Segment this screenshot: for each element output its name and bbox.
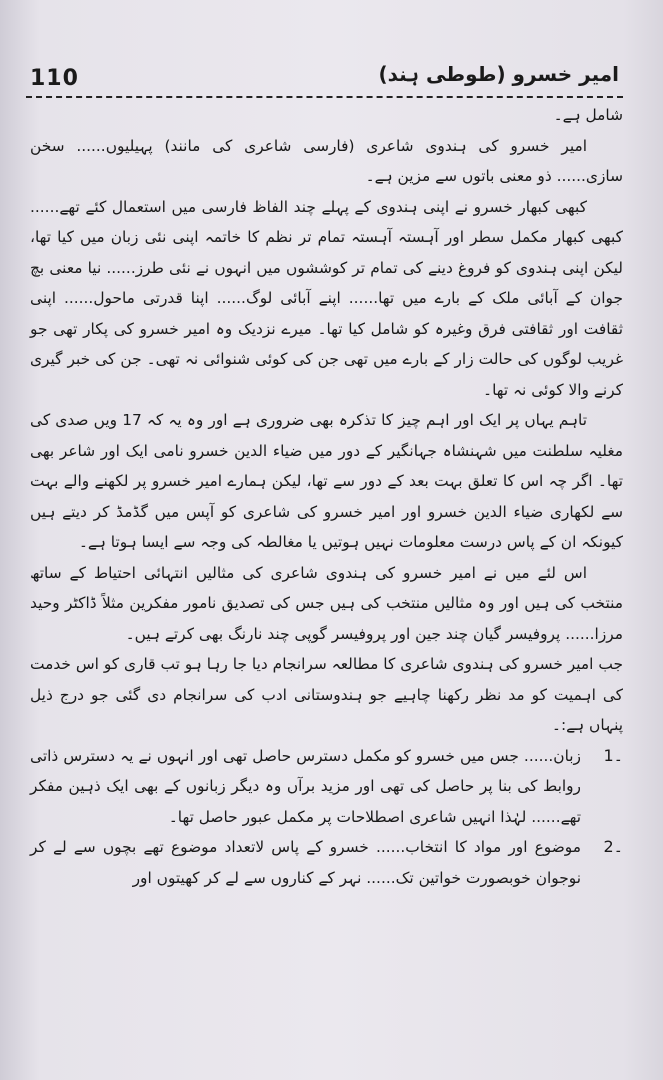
list-text: زبان...... جس میں خسرو کو مکمل دسترس حاصل تھی اور انہوں نے یہ دسترس ذاتی روابط کی بنا پر حاصل کی تھی اور مزید برآں وہ دیگر زبانوں کے بھی ایک ذہین مفکر تھے...... لہٰذا انہیں شاعری اصطلاحات پر مکمل عبور حاصل تھا۔ <box>30 746 581 826</box>
paragraph: تاہم یہاں پر ایک اور اہم چیز کا تذکرہ بھی ضروری ہے اور وہ یہ کہ 17 ویں صدی کی مغلیہ سلطنت میں شہنشاہ جہانگیر کے دور میں ضیاء الدین خسرو نامی ایک اور شاعر بھی تھا۔ اگر چہ اس کا تعلق بہت بعد کے دور سے تھا، لیکن ہمارے امیر خسرو پر لکھنے والے بہت سے لکھاری ضیاء الدین خسرو اور امیر خسرو کی شاعری کو آپس میں گڈمڈ کر دیتے ہیں کیونکہ ان کے پاس درست معلومات نہیں ہوتیں یا مغالطہ کی وجہ سے ایسا ہوتا ہے۔ <box>30 411 623 551</box>
list-number: 1۔ <box>603 745 623 765</box>
list-number: 2۔ <box>603 837 623 856</box>
list-item <box>30 741 623 833</box>
page-header <box>30 58 627 98</box>
page-body <box>30 100 623 1060</box>
page-number: 110 <box>30 66 79 91</box>
paragraph: امیر خسرو کی ہندوی شاعری (فارسی شاعری کی مانند) پہیلیوں...... سخن سازی...... ذو معنی باتوں سے مزین ہے۔ <box>30 136 623 185</box>
paragraph: شامل ہے۔ <box>553 106 623 124</box>
running-title: امیر خسرو (طوطی ہند) <box>378 62 619 86</box>
header-divider <box>26 96 623 98</box>
list-item <box>30 832 623 893</box>
paragraph: کبھی کبھار خسرو نے اپنی ہندوی کے پہلے چند الفاظ فارسی میں استعمال کئے تھے...... کبھی کبھار مکمل سطر اور آہستہ آہستہ تمام تر نظم کا خاتمہ اپنی نئی زبان میں کیا تھا، لیکن اپنی ہندوی کو فروغ دینے کی تمام تر کوششوں میں انہوں نے نئی طرز...... نیا معنی بچ جوان کے آبائی ملک کے بارے میں تھا...... اپنے آبائی لوگ...... اپنا قدرتی ماحول...... اپنی ثقافت اور ثقافتی فرق وغیرہ کو شامل کیا تھا۔ میرے نزدیک وہ امیر خسرو کی پکار تھی جو غریب لوگوں کی حالت زار کے بارے میں تھی جن کی کوئی شنوائی نہ تھی۔ جن کی خبر گیری کرنے والا کوئی نہ تھا۔ <box>30 197 623 399</box>
paragraph: جب امیر خسرو کی ہندوی شاعری کا مطالعہ سرانجام دیا جا رہا ہو تب قاری کو اس خدمت کی اہمیت کو مد نظر رکھنا چاہیے جو ہندوستانی ادب کی سرانجام دی گئی جو درج ذیل پنہاں ہے:۔ <box>30 655 623 734</box>
paragraph: اس لئے میں نے امیر خسرو کی ہندوی شاعری کی مثالیں انتہائی احتیاط کے ساتھ منتخب کی ہیں اور وہ مثالیں منتخب کی ہیں جس کی تصدیق نامور مفکرین مثلاً ڈاکٹر وحید مرزا...... پروفیسر گیان چند جین اور پروفیسر گوپی چند نارنگ بھی کرتے ہیں۔ <box>30 563 623 643</box>
list-text: موضوع اور مواد کا انتخاب...... خسرو کے پاس لاتعداد موضوع تھے بچوں سے لے کر نوجوان خوبصورت خواتین تک...... نہر کے کناروں سے لے کر کھیتوں اور <box>30 838 581 887</box>
